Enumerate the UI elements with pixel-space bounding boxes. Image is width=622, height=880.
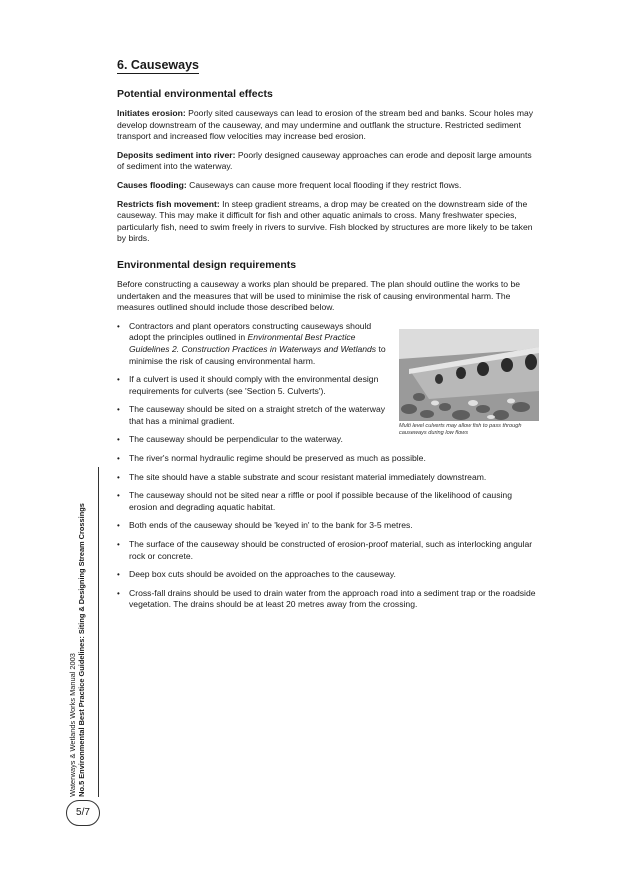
- bullet-text: to minimise the risk of causing environmental harm.: [129, 343, 386, 366]
- design-requirements-heading: Environmental design requirements: [117, 258, 297, 271]
- page-title: 6. Causeways: [117, 58, 199, 72]
- potential-effects-heading: Potential environmental effects: [117, 88, 273, 100]
- list-item: • The causeway should be perpendicular to the waterway.: [117, 434, 537, 446]
- list-item: • Cross-fall drains should be used to drain water from the approach road into a sediment trap or the roadside vegetation. The drains should be at least 20 metres away from the crossing.: [117, 588, 537, 611]
- list-item: • Deep box cuts should be avoided on the approaches to the causeway.: [117, 569, 537, 581]
- effect-text: Poorly sited causeways can lead to erosion of the stream bed and banks. Scour holes may develop downstream of the causeway, and may undermine and outflank the structure. Restricted sediment transport and increased flow velocities may increase bed erosion.: [117, 108, 534, 142]
- divider: [98, 467, 99, 797]
- guideline-title: No.5 Environmental Best Practice Guidelines: Siting & Designing Stream Crossings: [77, 503, 87, 797]
- effect-paragraph: [117, 180, 537, 192]
- design-intro: Before constructing a causeway a works plan should be prepared. The plan should outline the works to be undertaken and the measures that will be used to minimise the risk of causing environmental harm. The measures outlined should include those described below.: [117, 278, 521, 313]
- sidebar-footer: [62, 467, 100, 797]
- main-content: [117, 56, 537, 618]
- bullet-list: [117, 434, 537, 611]
- effect-paragraph: [117, 199, 537, 245]
- bullet-text: Contractors and plant operators constructing causeways should adopt the principles outlined in: [129, 320, 372, 343]
- list-item: • The site should have a stable substrate and scour resistant material immediately downstream.: [117, 472, 537, 484]
- list-item: • Both ends of the causeway should be 'keyed in' to the bank for 3-5 metres.: [117, 520, 537, 532]
- list-item: • If a culvert is used it should comply with the environmental design requirements for culverts (see 'Section 5. Culverts').: [117, 374, 391, 397]
- list-item: • The causeway should be sited on a straight stretch of the waterway that has a minimal gradient.: [117, 404, 391, 427]
- causeway-photo: [399, 329, 539, 421]
- list-item: • The causeway should not be sited near a riffle or pool if possible because of the likelihood of causing erosion and degrading aquatic habitat.: [117, 490, 537, 513]
- page-number: 5/7: [66, 800, 100, 826]
- photo-caption: Multi level culverts may allow fish to pass through causeways during low flows: [399, 423, 522, 436]
- list-item: [117, 321, 391, 367]
- effect-label: Initiates erosion:: [117, 108, 186, 118]
- effect-label: Restricts fish movement:: [117, 198, 220, 209]
- manual-name: Waterways & Wetlands Works Manual 2003: [68, 653, 77, 797]
- effect-text: Poorly designed causeway approaches can erode and deposit large amounts of sediment into the waterway.: [117, 149, 532, 172]
- list-item: • The river's normal hydraulic regime should be preserved as much as possible.: [117, 453, 537, 465]
- effect-text: In steep gradient streams, a drop may be created on the downstream side of the causeway. This may make it difficult for fish and other aquatic animals to cross. Many freshwater species, particularly fish, need to swim freely in rivers to survive. Fish blocked by structures are more likely to be taken by birds.: [117, 198, 533, 244]
- photo-figure: [399, 329, 539, 437]
- list-item: • The surface of the causeway should be constructed of erosion-proof material, such as interlocking angular rock or concrete.: [117, 539, 537, 562]
- guideline-reference: Environmental Best Practice Guidelines 2. Construction Practices in Waterways and Wetlands: [129, 332, 377, 354]
- effect-label: Deposits sediment into river:: [117, 149, 236, 160]
- effect-paragraph: [117, 150, 537, 173]
- effect-text: Causeways can cause more frequent local flooding if they restrict flows.: [186, 179, 462, 190]
- effect-paragraph: [117, 108, 537, 143]
- causeway-photo-illustration: [399, 329, 539, 421]
- effect-label: Causes flooding:: [117, 179, 187, 190]
- manual-title: [68, 467, 87, 797]
